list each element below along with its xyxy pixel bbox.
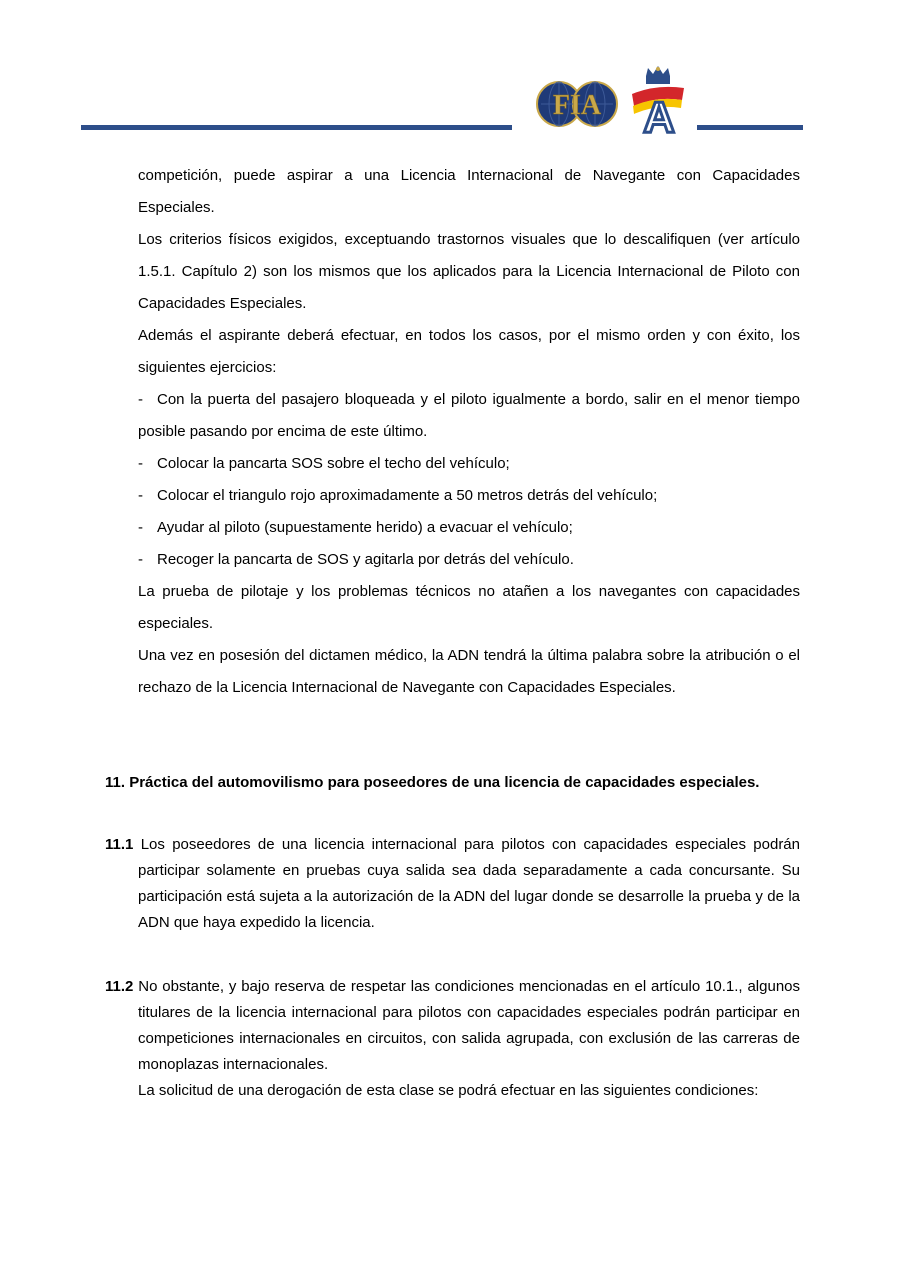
list-item-text: Colocar el triangulo rojo aproximadamente a 50 metros detrás del vehículo;: [157, 487, 658, 504]
crown-icon: [646, 66, 670, 84]
paragraph-physical-criteria: Los criterios físicos exigidos, exceptuando trastornos visuales que lo descalifiquen (ver artículo 1.5.1. Capítulo 2) son los mismos que los aplicados para la Licencia Internacional de Piloto con Capacidades Especiales.: [138, 231, 800, 312]
paragraph-medical-report: Una vez en posesión del dictamen médico, la ADN tendrá la última palabra sobre la atribución o el rechazo de la Licencia Internacional de Navegante con Capacidades Especiales.: [138, 647, 800, 696]
list-item: [138, 512, 800, 544]
list-item: [138, 544, 800, 576]
rfeda-logo-text: A: [643, 93, 675, 134]
list-item-text: Con la puerta del pasajero bloqueada y el piloto igualmente a bordo, salir en el menor tiempo posible pasando por encima de este último.: [138, 391, 800, 440]
list-item-text: Recoger la pancarta de SOS y agitarla por detrás del vehículo.: [157, 551, 574, 568]
fia-logo-text: FIA: [552, 90, 602, 121]
paragraph-exercises-intro: Además el aspirante deberá efectuar, en todos los casos, por el mismo orden y con éxito, los siguientes ejercicios:: [138, 327, 800, 376]
page-header: [0, 0, 905, 140]
list-item: [138, 480, 800, 512]
section-11-1: [105, 832, 800, 936]
paragraph-navigator-license: competición, puede aspirar a una Licencia Internacional de Navegante con Capacidades Especiales.: [138, 167, 800, 216]
bullet-dash: -: [138, 487, 143, 504]
section-number: 11.2: [105, 978, 134, 995]
paragraph-derogation: La solicitud de una derogación de esta clase se podrá efectuar en las siguientes condiciones:: [138, 1082, 759, 1099]
section-11-2: [105, 974, 800, 1078]
bullet-dash: -: [138, 551, 143, 568]
list-item-text: Colocar la pancarta SOS sobre el techo del vehículo;: [157, 455, 510, 472]
list-item: [138, 448, 800, 480]
bullet-dash: -: [138, 391, 143, 408]
bullet-dash: -: [138, 455, 143, 472]
section-text: No obstante, y bajo reserva de respetar las condiciones mencionadas en el artículo 10.1., algunos titulares de la licencia internacional para pilotos con capacidades especiales podrán participar en competiciones internacionales en circuitos, con salida agrupada, con exclusión de las carreras de monoplazas internacionales.: [138, 978, 801, 1073]
fia-logo-icon: [536, 76, 618, 132]
paragraph-pilot-test: La prueba de pilotaje y los problemas técnicos no atañen a los navegantes con capacidades especiales.: [138, 583, 800, 632]
list-item-text: Ayudar al piloto (supuestamente herido) a evacuar el vehículo;: [157, 519, 573, 536]
list-item: [138, 384, 800, 448]
header-rule-left: [81, 125, 512, 130]
section-number: 11.1: [105, 836, 134, 853]
bullet-dash: -: [138, 519, 143, 536]
section-text: Los poseedores de una licencia internacional para pilotos con capacidades especiales podrán participar solamente en pruebas cuya salida sea dada separadamente a cada concursante. Su participación está sujeta a la autorización de la ADN del lugar donde se desarrolle la prueba y de la ADN que haya expedido la licencia.: [138, 836, 800, 931]
header-rule-right: [697, 125, 803, 130]
rfeda-logo-icon: [626, 66, 690, 134]
section-heading-11: 11. Práctica del automovilismo para poseedores de una licencia de capacidades especiales.: [105, 774, 760, 791]
